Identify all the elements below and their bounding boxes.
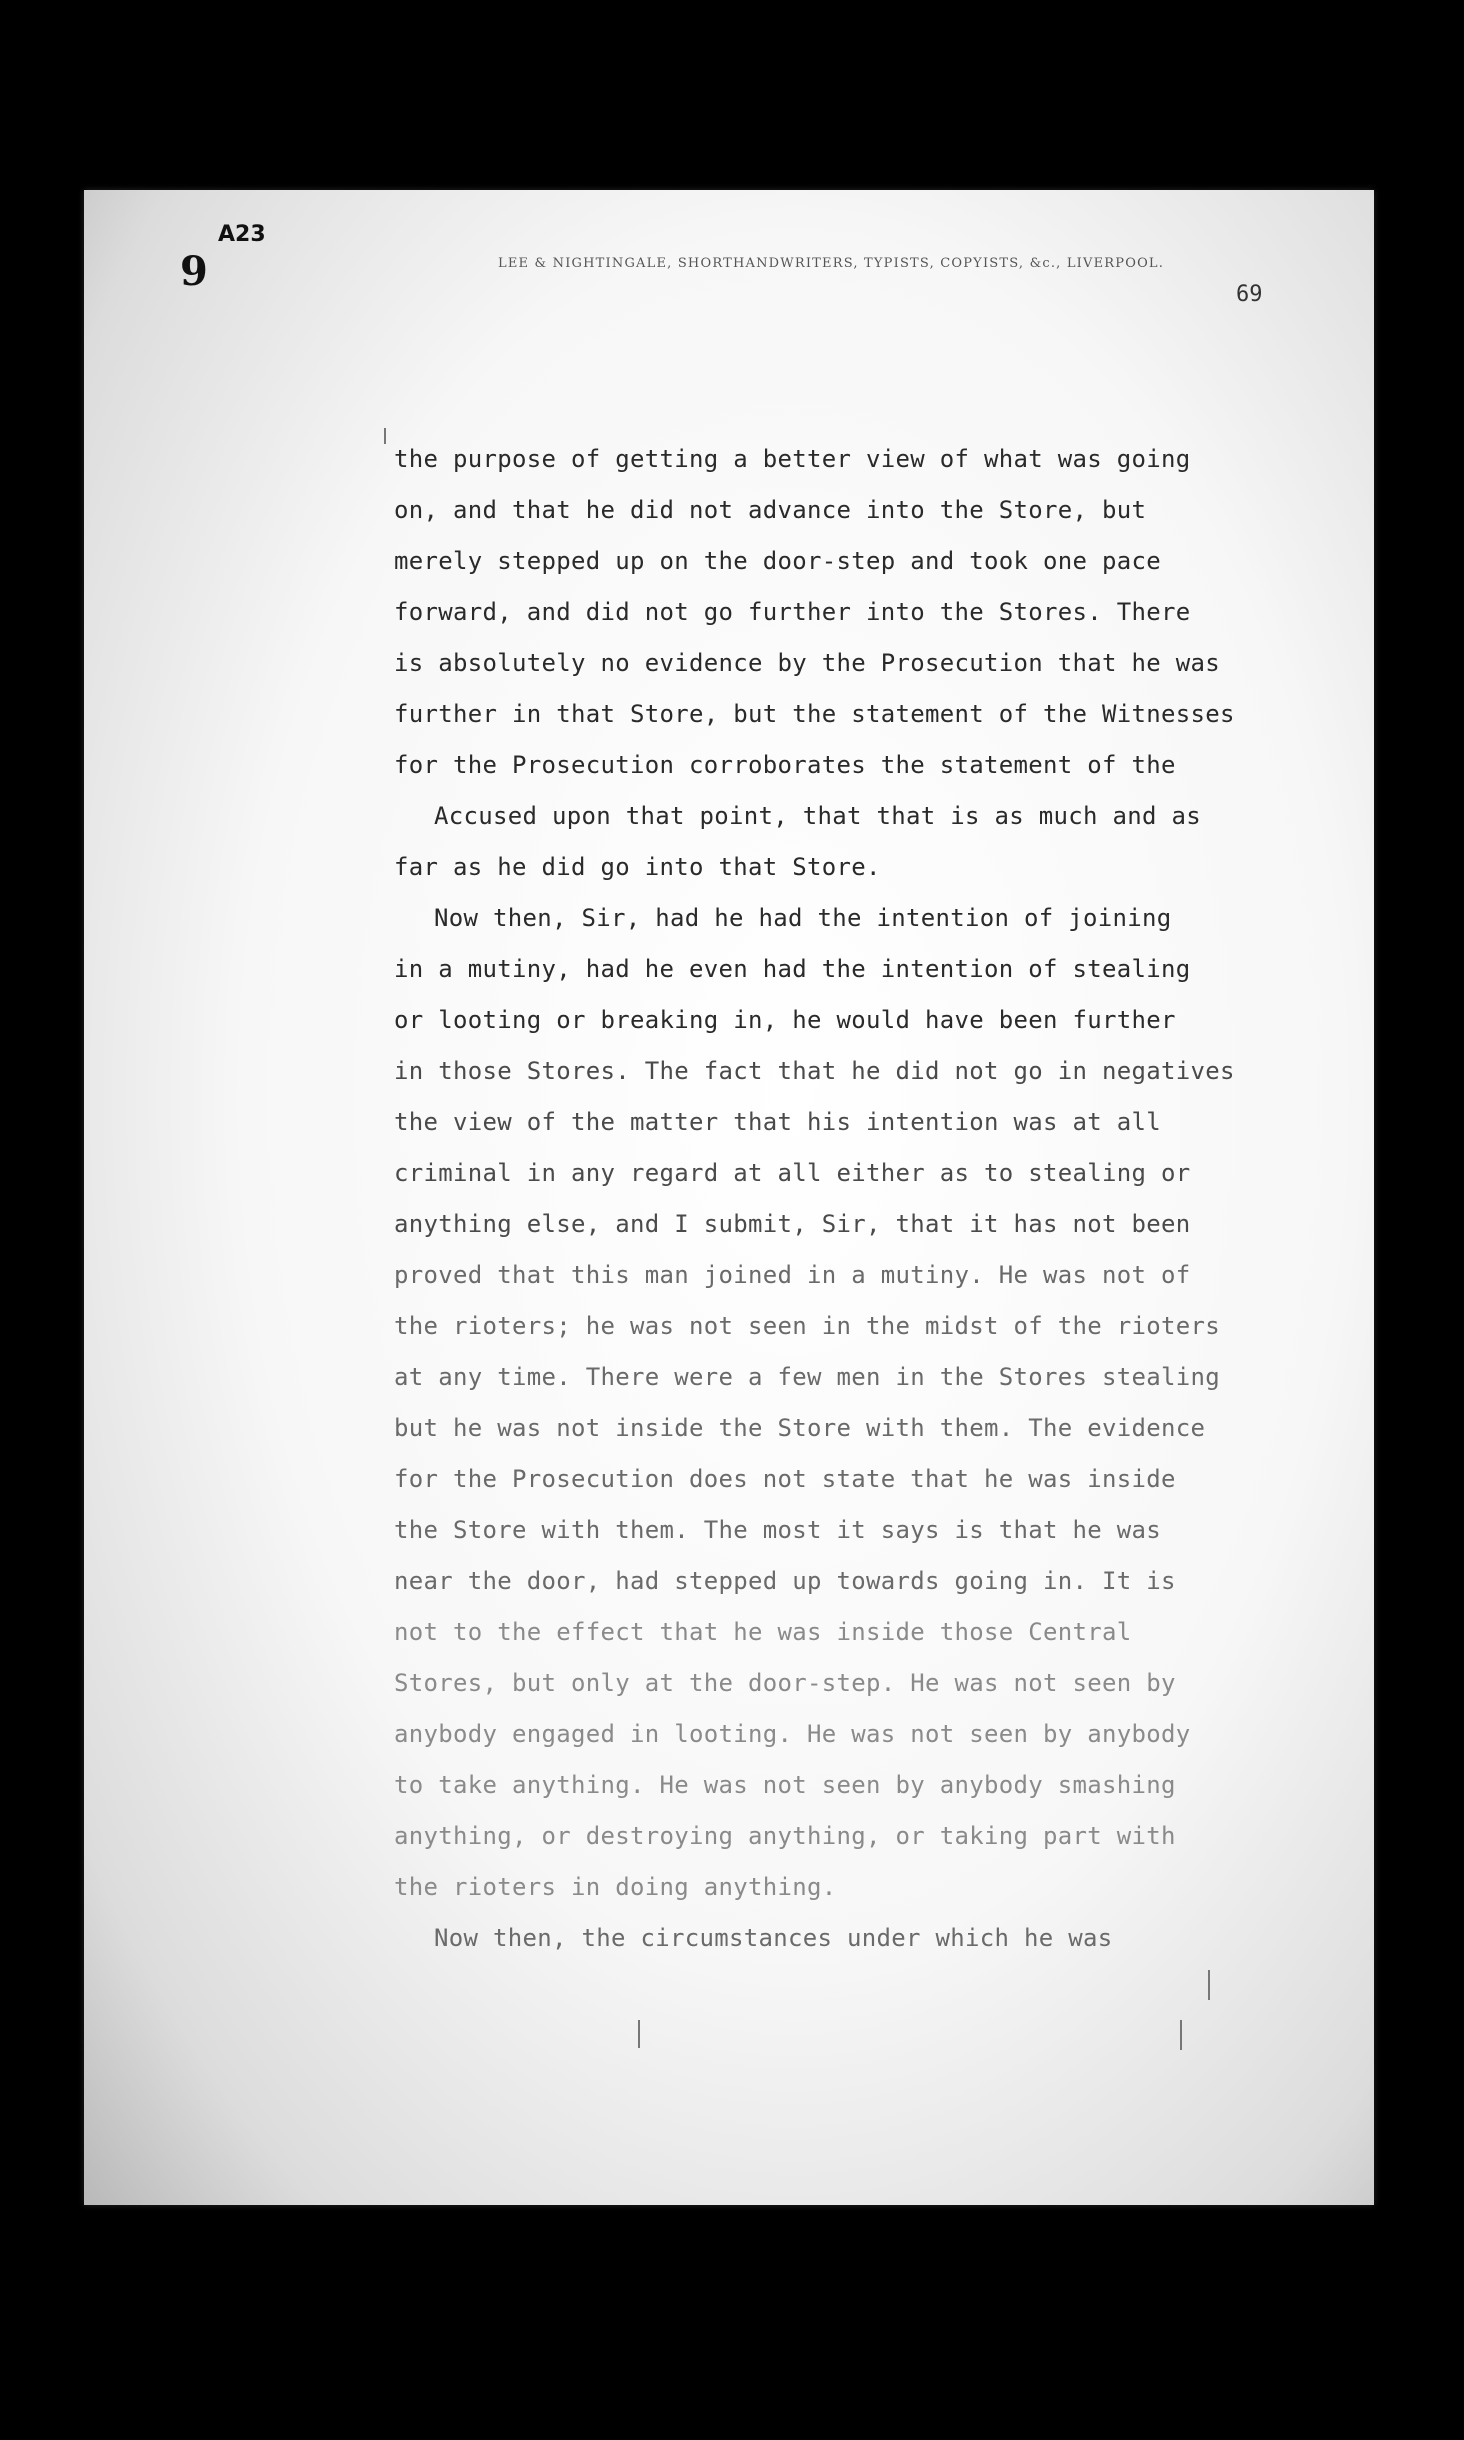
text-line: is absolutely no evidence by the Prosecution that he was (394, 649, 1220, 677)
text-line: in a mutiny, had he even had the intention of stealing (394, 955, 1191, 983)
text-line: far as he did go into that Store. (394, 853, 881, 881)
text-line: Accused upon that point, that that is as much and as (434, 802, 1201, 830)
typed-text (394, 434, 1344, 1964)
text-line: further in that Store, but the statement of the Witnesses (394, 700, 1235, 728)
text-line: the Store with them. The most it says is that he was (394, 1516, 1161, 1544)
text-line: for the Prosecution corroborates the statement of the (394, 751, 1176, 779)
text-line: in those Stores. The fact that he did not go in negatives (394, 1057, 1235, 1085)
text-line: the view of the matter that his intention was at all (394, 1108, 1161, 1136)
document-reference: A23 (218, 222, 266, 247)
text-line: for the Prosecution does not state that he was inside (394, 1465, 1176, 1493)
text-line: not to the effect that he was inside those Central (394, 1618, 1132, 1646)
text-line: at any time. There were a few men in the Stores stealing (394, 1363, 1220, 1391)
text-line: anything, or destroying anything, or taking part with (394, 1822, 1176, 1850)
text-line: the rioters; he was not seen in the midst of the rioters (394, 1312, 1220, 1340)
text-line: criminal in any regard at all either as to stealing or (394, 1159, 1191, 1187)
paragraph-start: Now then, the circumstances under which he was (434, 1924, 1113, 1952)
text-line: merely stepped up on the door-step and took one pace (394, 547, 1161, 575)
text-line: to take anything. He was not seen by anybody smashing (394, 1771, 1176, 1799)
document-page (84, 190, 1374, 2205)
text-line: or looting or breaking in, he would have been further (394, 1006, 1176, 1034)
margin-mark (384, 428, 386, 444)
margin-mark (638, 2020, 640, 2048)
page-number: 69 (1236, 282, 1263, 307)
text-line: forward, and did not go further into the Stores. There (394, 598, 1191, 626)
text-line: near the door, had stepped up towards going in. It is (394, 1567, 1176, 1595)
text-line: anybody engaged in looting. He was not seen by anybody (394, 1720, 1191, 1748)
margin-mark (1180, 2020, 1182, 2050)
text-line: but he was not inside the Store with them. The evidence (394, 1414, 1206, 1442)
handwritten-mark: 9 (180, 248, 208, 295)
text-line: the rioters in doing anything. (394, 1873, 837, 1901)
letterhead: LEE & NIGHTINGALE, SHORTHANDWRITERS, TYPISTS, COPYISTS, &c., LIVERPOOL. (498, 256, 1165, 271)
text-line: Stores, but only at the door-step. He was not seen by (394, 1669, 1176, 1697)
text-line: the purpose of getting a better view of what was going (394, 445, 1191, 473)
text-line: proved that this man joined in a mutiny. He was not of (394, 1261, 1191, 1289)
text-line: anything else, and I submit, Sir, that it has not been (394, 1210, 1191, 1238)
text-line: on, and that he did not advance into the Store, but (394, 496, 1147, 524)
margin-mark (1208, 1970, 1210, 2000)
paragraph-start: Now then, Sir, had he had the intention of joining (434, 904, 1172, 932)
